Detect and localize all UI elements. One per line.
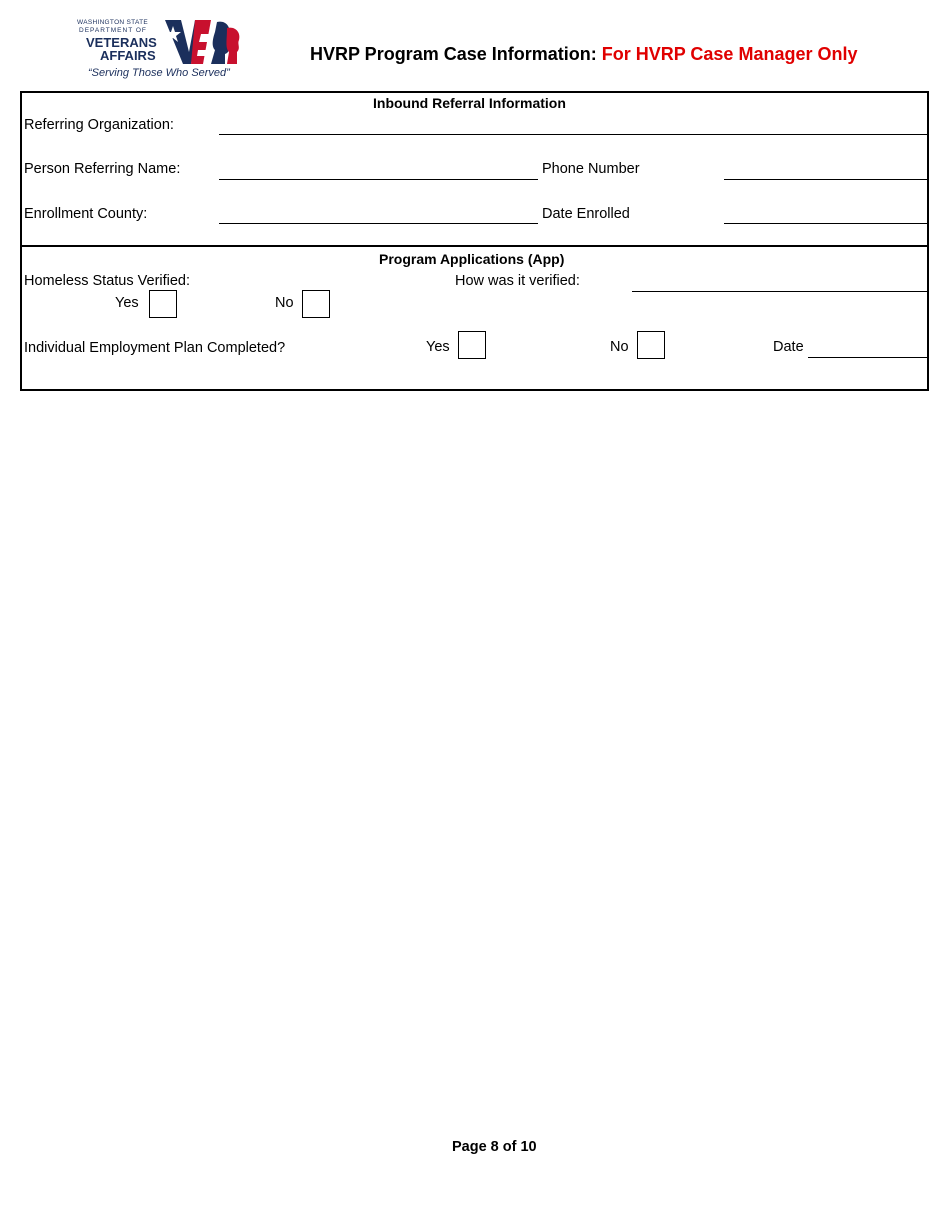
date-enrolled-field[interactable] — [724, 223, 927, 224]
phone-number-field[interactable] — [724, 179, 927, 180]
homeless-yes-checkbox[interactable] — [149, 290, 177, 318]
iep-yes-checkbox[interactable] — [458, 331, 486, 359]
iep-no-checkbox[interactable] — [637, 331, 665, 359]
homeless-no-label: No — [275, 295, 294, 311]
logo-text-affairs: AFFAIRS — [100, 48, 156, 63]
logo-flag-v-icon — [165, 20, 241, 64]
page-title — [310, 44, 857, 65]
referring-org-label: Referring Organization: — [24, 117, 174, 133]
iep-no-label: No — [610, 339, 629, 355]
homeless-status-label: Homeless Status Verified: — [24, 273, 191, 289]
how-verified-label: How was it verified: — [455, 273, 580, 289]
how-verified-field[interactable] — [632, 291, 927, 292]
homeless-yes-label: Yes — [115, 295, 139, 311]
title-main: HVRP Program Case Information: — [310, 44, 602, 64]
program-applications-heading: Program Applications (App) — [379, 251, 565, 267]
enrollment-county-label: Enrollment County: — [24, 206, 148, 222]
title-highlight: For HVRP Case Manager Only — [601, 44, 858, 64]
iep-date-label: Date — [773, 339, 804, 355]
iep-date-field[interactable] — [808, 357, 927, 358]
page-number: Page 8 of 10 — [452, 1139, 537, 1155]
iep-yes-label: Yes — [426, 339, 450, 355]
logo-text-state: WASHINGTON STATE — [77, 19, 149, 26]
logo-tagline: “Serving Those Who Served” — [88, 67, 230, 79]
referring-org-field[interactable] — [219, 134, 927, 135]
inbound-referral-heading: Inbound Referral Information — [373, 95, 566, 111]
logo-text-veterans: VETERANS — [86, 35, 157, 50]
phone-number-label: Phone Number — [542, 161, 640, 177]
person-referring-name-label: Person Referring Name: — [24, 161, 181, 177]
homeless-no-checkbox[interactable] — [302, 290, 330, 318]
iep-completed-label: Individual Employment Plan Completed? — [24, 340, 286, 356]
section-divider — [20, 245, 929, 247]
enrollment-county-field[interactable] — [219, 223, 538, 224]
logo-text-department: DEPARTMENT OF — [79, 27, 147, 34]
person-referring-name-field[interactable] — [219, 179, 538, 180]
date-enrolled-label: Date Enrolled — [542, 206, 630, 222]
